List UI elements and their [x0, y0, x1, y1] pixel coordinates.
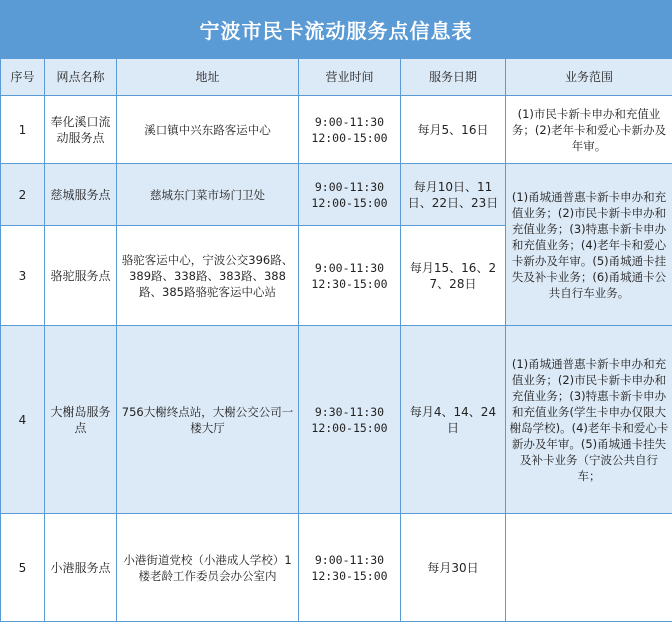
cell-address: 溪口镇中兴东路客运中心 [117, 96, 299, 164]
cell-no: 2 [1, 164, 45, 226]
table-row [1, 514, 672, 622]
cell-date: 每月10日、11日、22日、23日 [401, 164, 506, 226]
cell-name: 大榭岛服务点 [45, 326, 117, 514]
cell-name: 骆驼服务点 [45, 226, 117, 326]
cell-scope [506, 514, 672, 622]
header-no: 序号 [1, 59, 45, 96]
header-name: 网点名称 [45, 59, 117, 96]
table-row [1, 164, 672, 226]
cell-date: 每月15、16、27、28日 [401, 226, 506, 326]
cell-scope: (1)市民卡新卡申办和充值业务；(2)老年卡和爱心卡新办及年审。 [506, 96, 672, 164]
cell-address: 小港街道党校（小港成人学校）1楼老龄工作委员会办公室内 [117, 514, 299, 622]
cell-no: 3 [1, 226, 45, 326]
cell-name: 小港服务点 [45, 514, 117, 622]
cell-address: 756大榭终点站，大榭公交公司一楼大厅 [117, 326, 299, 514]
cell-scope: (1)甬城通普惠卡新卡申办和充值业务；(2)市民卡新卡申办和充值业务；(3)特惠卡新卡申办和充值业务；(4)老年卡和爱心卡新办及年审。(5)甬城通卡挂失及补卡业务；(6)甬城通卡公共自行车业务。 [506, 164, 672, 326]
table-title: 宁波市民卡流动服务点信息表 [0, 0, 672, 58]
header-hours: 营业时间 [299, 59, 401, 96]
cell-name: 奉化溪口流动服务点 [45, 96, 117, 164]
cell-hours: 9:00-11:30 12:00-15:00 [299, 164, 401, 226]
cell-date: 每月5、16日 [401, 96, 506, 164]
header-scope: 业务范围 [506, 59, 672, 96]
cell-hours: 9:00-11:30 12:30-15:00 [299, 226, 401, 326]
cell-no: 1 [1, 96, 45, 164]
cell-name: 慈城服务点 [45, 164, 117, 226]
header-address: 地址 [117, 59, 299, 96]
cell-date: 每月4、14、24日 [401, 326, 506, 514]
cell-address: 骆驼客运中心，宁波公交396路、389路、338路、383路、388路、385路骆驼客运中心站 [117, 226, 299, 326]
header-date: 服务日期 [401, 59, 506, 96]
cell-address: 慈城东门菜市场门卫处 [117, 164, 299, 226]
service-point-table [0, 58, 672, 622]
cell-hours: 9:00-11:30 12:00-15:00 [299, 96, 401, 164]
cell-date: 每月30日 [401, 514, 506, 622]
cell-no: 4 [1, 326, 45, 514]
cell-hours: 9:00-11:30 12:30-15:00 [299, 514, 401, 622]
cell-scope: (1)甬城通普惠卡新卡申办和充值业务；(2)市民卡新卡申办和充值业务；(3)特惠卡新卡申办和充值业务(学生卡申办仅限大榭岛学校)。(4)老年卡和爱心卡新办及年审。(5)甬城通卡挂失及补卡业务（宁波公共自行车； [506, 326, 672, 514]
cell-hours: 9:30-11:30 12:00-15:00 [299, 326, 401, 514]
table-row [1, 96, 672, 164]
table-row [1, 326, 672, 514]
header-row [1, 59, 672, 96]
cell-no: 5 [1, 514, 45, 622]
